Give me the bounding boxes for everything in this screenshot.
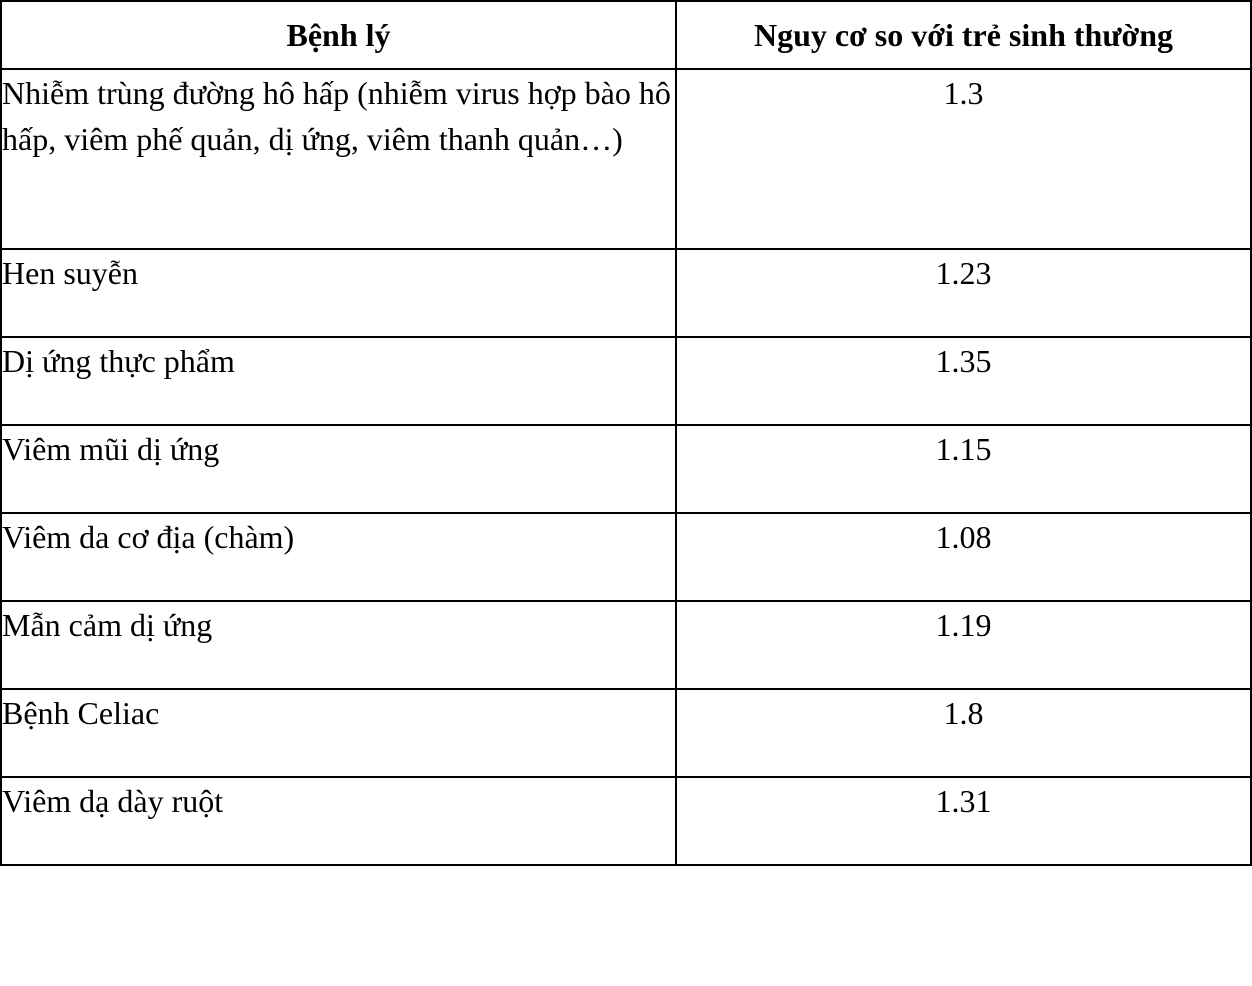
- table-row: [1, 249, 1251, 337]
- disease-cell: Viêm mũi dị ứng: [1, 425, 676, 513]
- header-risk: Nguy cơ so với trẻ sinh thường: [676, 1, 1251, 69]
- risk-cell: 1.8: [676, 689, 1251, 777]
- risk-cell: 1.3: [676, 69, 1251, 249]
- disease-cell: Dị ứng thực phẩm: [1, 337, 676, 425]
- disease-cell: Hen suyễn: [1, 249, 676, 337]
- risk-cell: 1.35: [676, 337, 1251, 425]
- table-row: [1, 69, 1251, 249]
- table-row: [1, 777, 1251, 865]
- table-row: [1, 337, 1251, 425]
- disease-cell: Viêm da cơ địa (chàm): [1, 513, 676, 601]
- risk-cell: 1.23: [676, 249, 1251, 337]
- table-row: [1, 513, 1251, 601]
- table-row: [1, 689, 1251, 777]
- table-row: [1, 425, 1251, 513]
- risk-cell: 1.15: [676, 425, 1251, 513]
- table-row: [1, 601, 1251, 689]
- table-header-row: [1, 1, 1251, 69]
- risk-cell: 1.19: [676, 601, 1251, 689]
- disease-cell: Mẫn cảm dị ứng: [1, 601, 676, 689]
- header-disease: Bệnh lý: [1, 1, 676, 69]
- risk-cell: 1.31: [676, 777, 1251, 865]
- disease-cell: Bệnh Celiac: [1, 689, 676, 777]
- risk-cell: 1.08: [676, 513, 1251, 601]
- disease-cell: Nhiễm trùng đường hô hấp (nhiễm virus hợp bào hô hấp, viêm phế quản, dị ứng, viêm thanh quản…): [1, 69, 676, 249]
- disease-cell: Viêm dạ dày ruột: [1, 777, 676, 865]
